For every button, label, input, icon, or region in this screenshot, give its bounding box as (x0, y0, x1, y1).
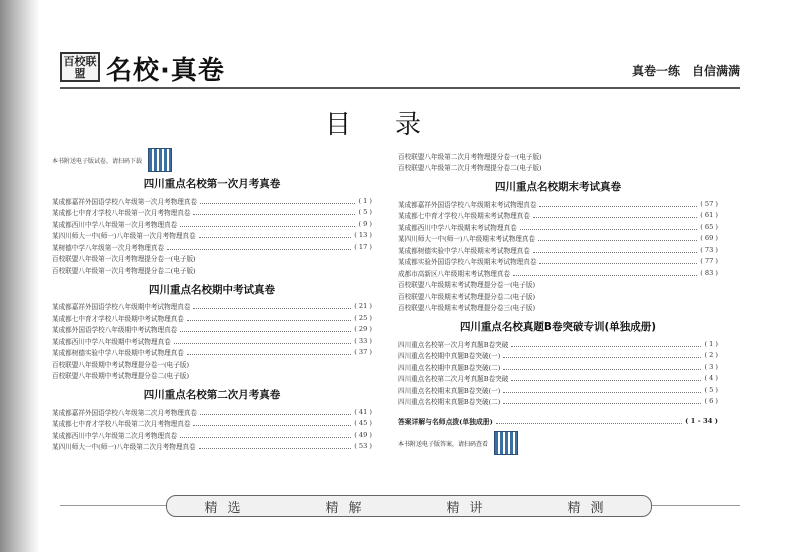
toc-entry-title: 百校联盟八年级期中考试物理提分卷二(电子版) (52, 372, 190, 381)
toc-entry-page: ( 69 ) (700, 234, 718, 243)
toc-entry-title: 某成都七中育才学校八年级第一次月考物理真卷 (52, 209, 191, 218)
logo-badge (60, 52, 100, 82)
dot-leader (533, 247, 697, 253)
dot-leader (193, 420, 351, 426)
toc-entry[interactable] (52, 324, 372, 336)
toc-entry-title: 某成都西川中学八年级期中考试物理真卷 (52, 337, 171, 346)
toc-entry[interactable] (398, 302, 718, 314)
toc-entry[interactable] (52, 241, 372, 253)
toc-entry-page: ( 1 ) (358, 196, 372, 205)
toc-entry-title: 某成都七中育才学校八年级期末考试物理真卷 (398, 212, 530, 221)
toc-left-column (52, 150, 372, 452)
dot-leader (200, 198, 355, 204)
toc-entry-page: ( 2 ) (704, 351, 718, 360)
toc-entry-title: 某成都外国语学校八年级期中考试物理真卷 (52, 326, 178, 335)
toc-entry-title: 百校联盟八年级期中考试物理提分卷一(电子版) (52, 360, 190, 369)
toc-entry-title: 百校联盟八年级第二次月考物理提分卷一(电子版) (398, 152, 542, 161)
qr-code-icon[interactable] (148, 148, 172, 172)
toc-entry[interactable] (52, 264, 372, 276)
dot-leader (539, 258, 697, 264)
logo-text: 百校联盟 (63, 55, 97, 80)
dot-leader (503, 398, 701, 404)
dot-leader (511, 341, 701, 347)
qr-note-bottom-text: 本书附送电子版答案，请扫码查看 (398, 440, 489, 448)
toc-entry-title: 四川重点名校期末真题B卷突破(二) (398, 398, 501, 407)
dot-leader (199, 232, 352, 238)
toc-entry-page: ( 53 ) (354, 442, 372, 451)
header-divider (60, 87, 740, 89)
toc-entry-page: ( 45 ) (354, 419, 372, 428)
toc-entry[interactable] (398, 384, 718, 396)
toc-entry-title: 百校联盟八年级第二次月考物理提分卷二(电子版) (398, 164, 542, 173)
toc-entry-page: ( 13 ) (354, 231, 372, 240)
section-title: 四川重点名校期中考试真卷 (149, 283, 275, 296)
footer-bar (166, 495, 652, 517)
toc-entry[interactable] (398, 350, 718, 362)
toc-entry[interactable] (398, 150, 718, 162)
left-sections (52, 176, 372, 452)
dot-leader (539, 201, 697, 207)
toc-entry[interactable] (52, 358, 372, 370)
dot-leader (503, 352, 701, 358)
section-title: 四川重点名校真题B卷突破专训(单独成册) (459, 321, 657, 333)
dot-leader (199, 443, 352, 449)
qr-note-bottom (398, 431, 718, 455)
answer-entry-title: 答案详解与名师点拨(单独成册) (398, 418, 493, 426)
toc-entry[interactable] (52, 418, 372, 430)
toc-entry-page: ( 25 ) (354, 313, 372, 322)
toc-entry-title: 四川重点名校第一次月考真题B卷突破 (398, 340, 509, 349)
toc-entry-title: 某成都嘉祥外国语学校八年级期中考试物理真卷 (52, 303, 191, 312)
toc-entry-page: ( 65 ) (700, 222, 718, 231)
dot-leader (503, 364, 701, 370)
toc-entry[interactable] (52, 441, 372, 453)
dot-leader (496, 418, 682, 424)
toc-entry-title: 四川重点名校期中真题B卷突破(二) (398, 363, 501, 372)
toc-entry-page: ( 21 ) (354, 302, 372, 311)
toc-entry[interactable] (398, 210, 718, 222)
toc-entry-page: ( 33 ) (354, 336, 372, 345)
page-title: 目录 (324, 110, 465, 140)
right-sections (398, 179, 718, 407)
toc-entry[interactable] (52, 230, 372, 242)
answer-entry[interactable] (398, 415, 718, 427)
dot-leader (538, 235, 697, 241)
toc-entry[interactable] (398, 233, 718, 245)
dot-leader (200, 409, 351, 415)
dot-leader (513, 270, 697, 276)
toc-entry-title: 百校联盟八年级期末考试物理提分卷一(电子版) (398, 281, 536, 290)
toc-entry[interactable] (52, 406, 372, 418)
toc-entry-title: 百校联盟八年级第一次月考物理提分卷一(电子版) (52, 255, 196, 264)
toc-entry[interactable] (398, 396, 718, 408)
toc-entry[interactable] (398, 267, 718, 279)
toc-entry-title: 某成都树德实验中学八年级期中考试物理真卷 (52, 349, 184, 358)
toc-entry[interactable] (398, 244, 718, 256)
toc-entry[interactable] (52, 370, 372, 382)
toc-entry[interactable] (52, 429, 372, 441)
footer-word: 精讲 (446, 500, 493, 516)
toc-entry-page: ( 73 ) (700, 245, 718, 254)
toc-entry-title: 某成都七中育才学校八年级期中考试物理真卷 (52, 314, 184, 323)
toc-entry-title: 某成都西川中学八年级第二次月考物理真卷 (52, 431, 178, 440)
qr-note-top (52, 150, 372, 170)
dot-leader (167, 244, 351, 250)
dot-leader (174, 338, 352, 344)
toc-entry[interactable] (52, 347, 372, 359)
toc-entry-page: ( 49 ) (354, 430, 372, 439)
toc-entry-page: ( 1 ) (704, 339, 718, 348)
toc-entry-title: 某成都嘉祥外国语学校八年级第一次月考物理真卷 (52, 197, 198, 206)
toc-entry-title: 某树德中学八年级第一次月考物理真卷 (52, 243, 165, 252)
header-slogan: 真卷一练 自信满满 (631, 64, 740, 78)
section-title: 四川重点名校第一次月考真卷 (143, 178, 281, 190)
toc-entry[interactable] (52, 335, 372, 347)
toc-entry-title: 百校联盟八年级第一次月考物理提分卷二(电子版) (52, 266, 196, 275)
page-binding-shadow (0, 0, 40, 552)
toc-entry-title: 百校联盟八年级期末考试物理提分卷二(电子版) (398, 292, 536, 301)
toc-entry[interactable] (398, 373, 718, 385)
toc-entry-page: ( 4 ) (704, 374, 718, 383)
toc-entry[interactable] (398, 198, 718, 210)
toc-entry-page: ( 5 ) (358, 208, 372, 217)
answer-entry-page: ( 1 - 34 ) (685, 417, 718, 425)
toc-entry[interactable] (52, 218, 372, 230)
toc-entry-page: ( 6 ) (704, 397, 718, 406)
toc-entry-page: ( 61 ) (700, 211, 718, 220)
toc-entry-title: 某成都树德实验中学八年级期末考试物理真卷 (398, 246, 530, 255)
right-top-entries (398, 150, 718, 173)
toc-entry[interactable] (398, 256, 718, 268)
toc-entry-page: ( 5 ) (704, 385, 718, 394)
toc-entry[interactable] (398, 221, 718, 233)
toc-entry-page: ( 41 ) (354, 407, 372, 416)
footer-word: 精选 (204, 500, 251, 516)
toc-entry[interactable] (52, 253, 372, 265)
toc-entry-page: ( 3 ) (704, 362, 718, 371)
toc-entry-page: ( 29 ) (354, 325, 372, 334)
toc-entry[interactable] (398, 279, 718, 291)
page-header (60, 50, 740, 86)
dot-leader (533, 212, 697, 218)
toc-entry-page: ( 17 ) (354, 242, 372, 251)
toc-entry-page: ( 37 ) (354, 348, 372, 357)
dot-leader (511, 375, 701, 381)
qr-note-top-text: 本书附送电子版试卷，请扫码下载 (52, 157, 143, 165)
brand-title: 名校·真卷 (106, 56, 225, 86)
toc-entry[interactable] (52, 301, 372, 313)
toc-entry[interactable] (52, 207, 372, 219)
dot-leader (180, 326, 351, 332)
footer-word: 精解 (325, 500, 372, 516)
toc-entry[interactable] (398, 338, 718, 350)
toc-entry-title: 某成都嘉祥外国语学校八年级期末考试物理真卷 (398, 200, 537, 209)
toc-entry-page: ( 9 ) (358, 219, 372, 228)
dot-leader (193, 303, 351, 309)
toc-entry-page: ( 83 ) (700, 268, 718, 277)
toc-entry-title: 百校联盟八年级期末考试物理提分卷三(电子版) (398, 304, 536, 313)
dot-leader (503, 387, 701, 393)
toc-entry-title: 某成都西川中学八年级期末考试物理真卷 (398, 223, 517, 232)
toc-entry-title: 某成都嘉祥外国语学校八年级第二次月考物理真卷 (52, 408, 198, 417)
toc-entry-title: 成都市高新区八年级期末考试物理真卷 (398, 269, 511, 278)
dot-leader (193, 209, 355, 215)
toc-right-column (398, 150, 718, 455)
dot-leader (187, 349, 351, 355)
footer-word: 精测 (567, 500, 614, 516)
toc-entry-title: 某四川师大一中(师一)八年级第一次月考物理真卷 (52, 232, 196, 241)
toc-entry-title: 某成都西川中学八年级第一次月考物理真卷 (52, 220, 178, 229)
toc-entry[interactable] (398, 361, 718, 373)
dot-leader (187, 315, 351, 321)
dot-leader (180, 432, 351, 438)
toc-entry[interactable] (52, 195, 372, 207)
toc-entry-title: 四川重点名校第二次月考真题B卷突破 (398, 375, 509, 384)
toc-entry-page: ( 77 ) (700, 257, 718, 266)
toc-entry-title: 某成都实验外国语学校八年级期末考试物理真卷 (398, 258, 537, 267)
toc-entry-title: 某四川师大一中(师一)八年级第二次月考物理真卷 (52, 443, 196, 452)
toc-entry-title: 四川重点名校期中真题B卷突破(一) (398, 352, 501, 361)
toc-entry[interactable] (52, 312, 372, 324)
section-title: 四川重点名校第二次月考真卷 (143, 389, 281, 401)
qr-code-icon[interactable] (494, 431, 518, 455)
section-title: 四川重点名校期末考试真卷 (495, 181, 621, 193)
toc-entry-page: ( 57 ) (700, 199, 718, 208)
toc-entry[interactable] (398, 290, 718, 302)
dot-leader (520, 224, 698, 230)
toc-entry[interactable] (398, 162, 718, 174)
dot-leader (180, 221, 355, 227)
toc-entry-title: 某成都七中育才学校八年级第二次月考物理真卷 (52, 420, 191, 429)
toc-entry-title: 四川重点名校期末真题B卷突破(一) (398, 386, 501, 395)
toc-entry-title: 某四川师大一中(师一)八年级期末考试物理真卷 (398, 235, 536, 244)
